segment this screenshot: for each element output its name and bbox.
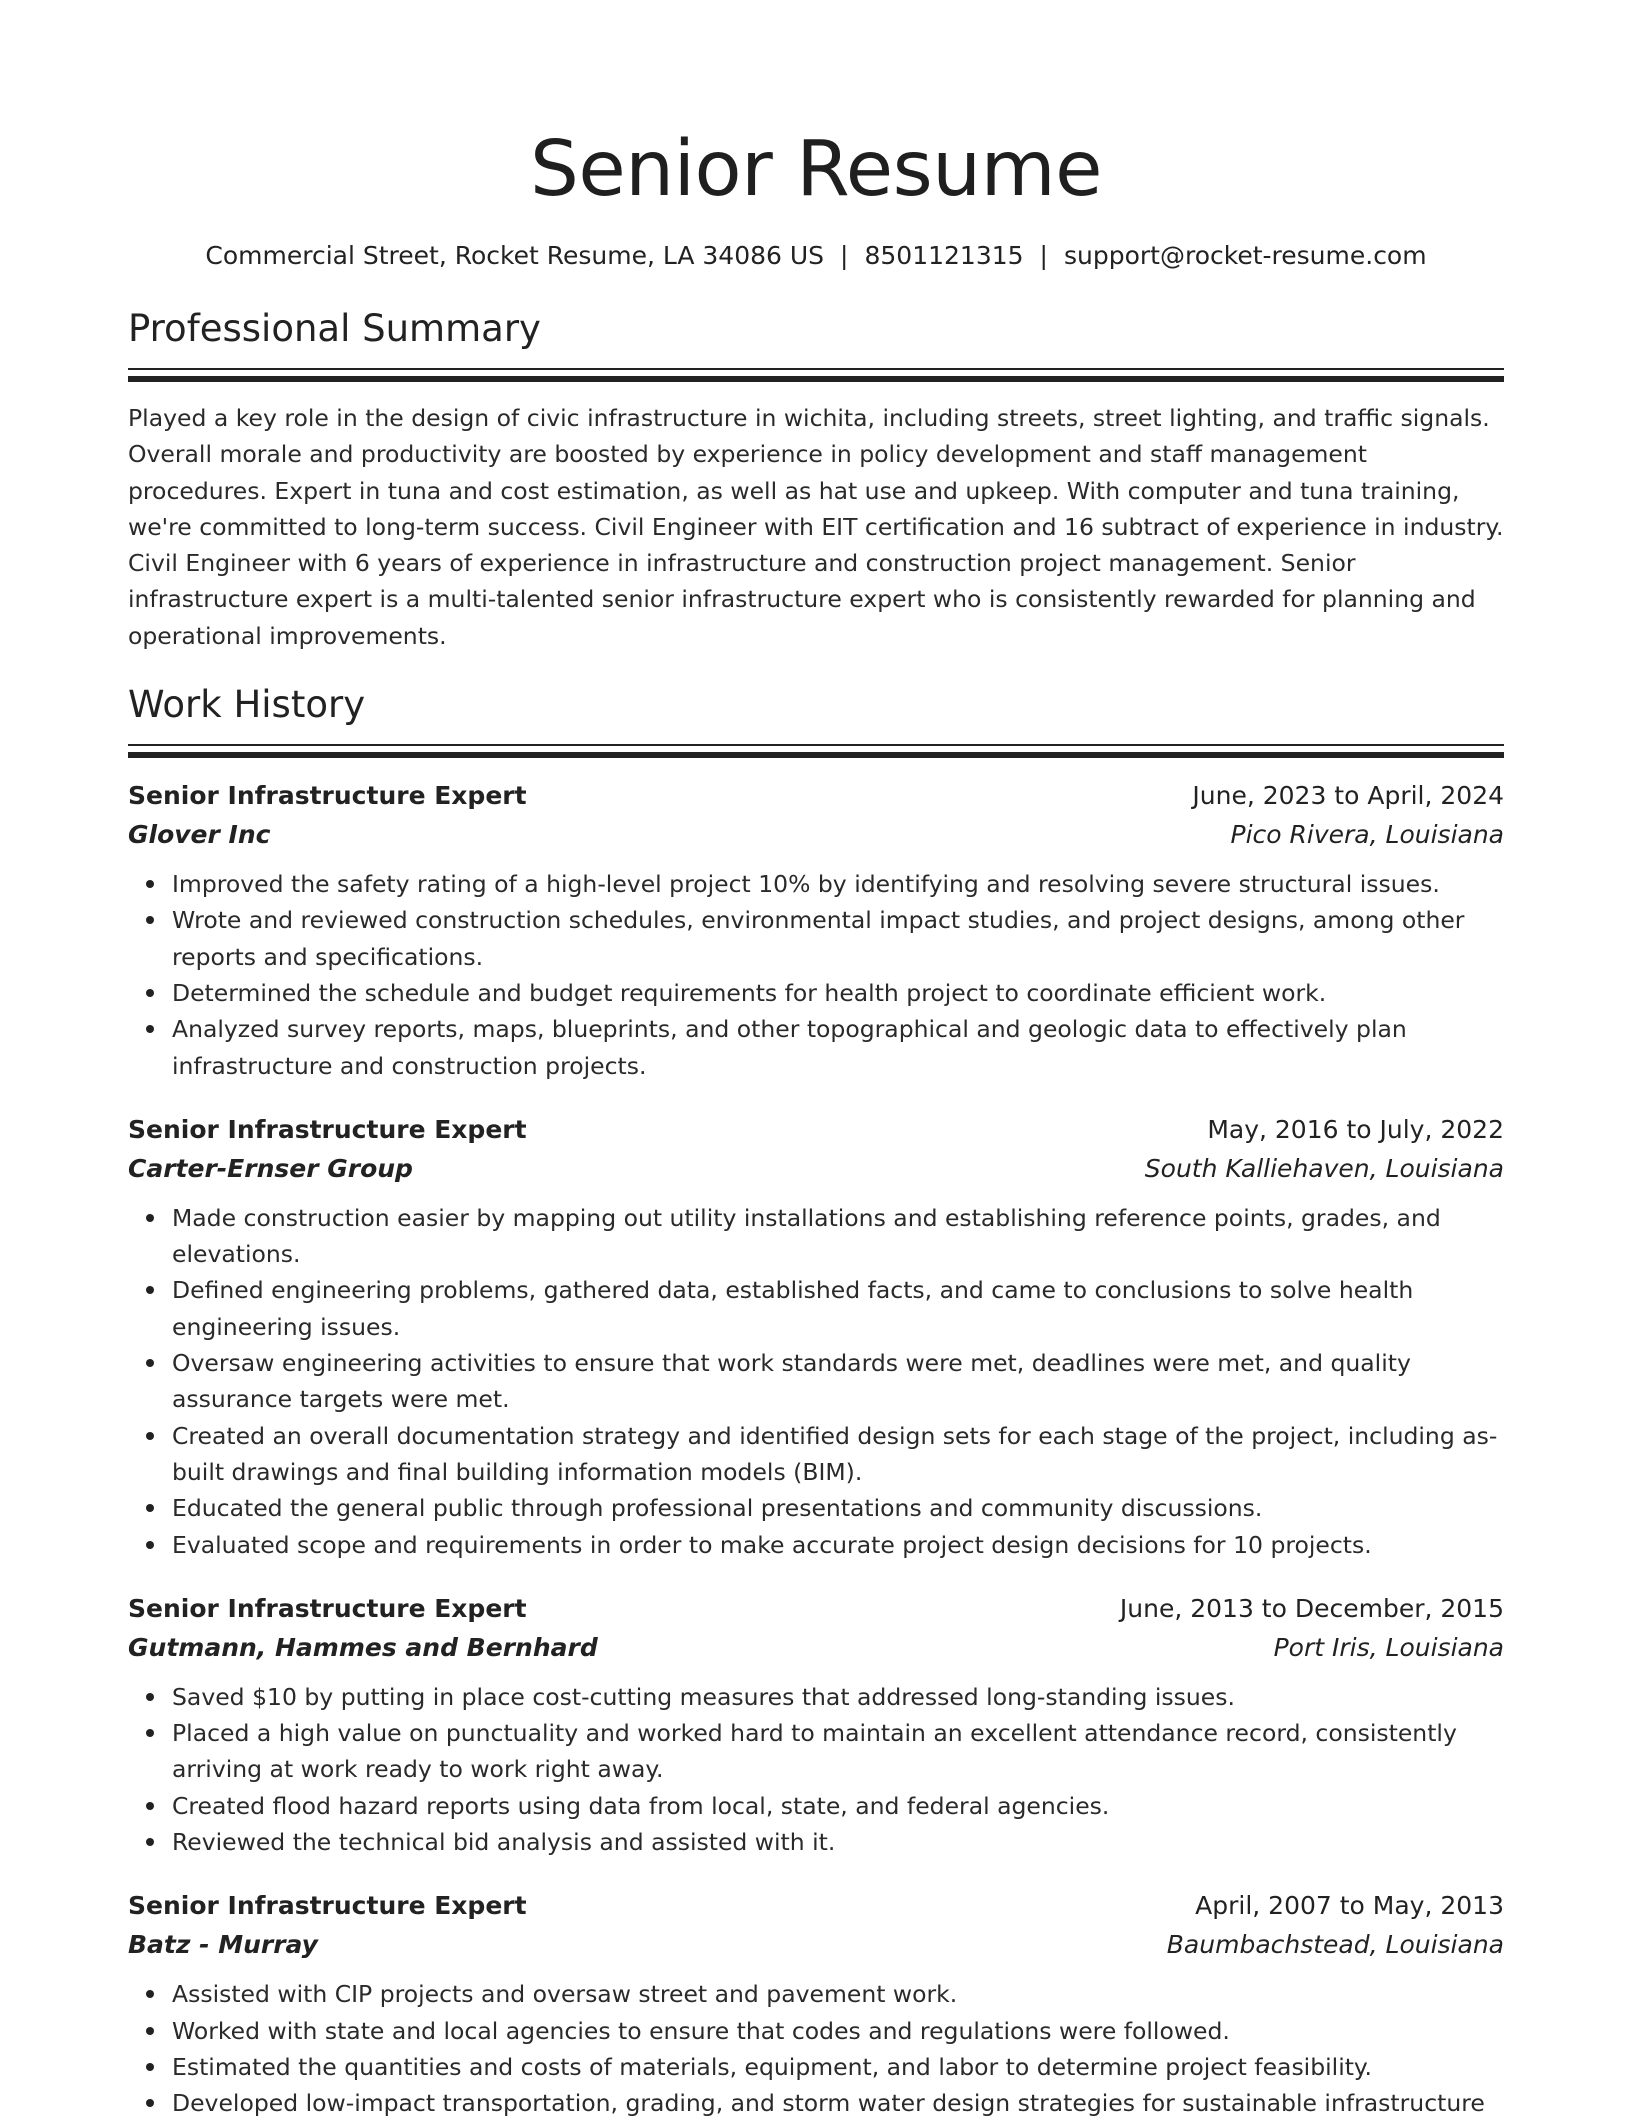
jobs-list [128, 776, 1504, 2121]
contact-line [128, 240, 1504, 272]
resume-name: Senior Resume [530, 125, 1102, 214]
job-header-row [128, 1589, 1504, 1629]
job-header-row [128, 1886, 1504, 1926]
job-company: Batz - Murray [128, 1930, 318, 1960]
job-company: Carter-Ernser Group [128, 1153, 413, 1183]
job-bullets [128, 866, 1504, 1084]
job-dates: May, 2016 to July, 2022 [1207, 1114, 1504, 1144]
job-bullet: Created an overall documentation strategy and identified design sets for each stage of the project, including as-built drawings and final building information models (BIM). [172, 1418, 1504, 1491]
job-bullet: Defined engineering problems, gathered data, established facts, and came to conclusions to solve health engineering issues. [172, 1272, 1504, 1345]
job-bullet: Educated the general public through professional presentations and community discussions. [172, 1490, 1504, 1526]
job-title: Senior Infrastructure Expert [128, 1891, 527, 1921]
professional-summary-section [128, 306, 1504, 654]
job-subheader-row [128, 816, 1504, 854]
job-bullets [128, 1679, 1504, 1860]
job-bullet: Created flood hazard reports using data from local, state, and federal agencies. [172, 1788, 1504, 1824]
job-bullet: Estimated the quantities and costs of materials, equipment, and labor to determine project feasibility. [172, 2049, 1504, 2085]
job-entry [128, 1589, 1504, 1860]
section-rule-thick [128, 376, 1504, 382]
job-subheader-row [128, 1629, 1504, 1667]
job-subheader-row [128, 1150, 1504, 1188]
contact-address: Commercial Street, Rocket Resume, LA 34086 US [205, 241, 825, 270]
section-title-work-history: Work History [128, 683, 366, 727]
job-company: Gutmann, Hammes and Bernhard [128, 1632, 598, 1662]
job-location: South Kalliehaven, Louisiana [1144, 1153, 1504, 1183]
job-entry [128, 1110, 1504, 1563]
job-bullet: Placed a high value on punctuality and worked hard to maintain an excellent attendance record, consistently arriving at work ready to work right away. [172, 1715, 1504, 1788]
job-header-row [128, 1110, 1504, 1150]
job-bullets [128, 1976, 1504, 2121]
section-rule-thick [128, 752, 1504, 758]
section-rule-thin [128, 368, 1504, 370]
job-bullet: Worked with state and local agencies to ensure that codes and regulations were followed. [172, 2013, 1504, 2049]
job-bullet: Made construction easier by mapping out utility installations and establishing reference points, grades, and elevations. [172, 1200, 1504, 1273]
contact-separator: | [840, 241, 849, 270]
job-title: Senior Infrastructure Expert [128, 1593, 527, 1623]
job-title: Senior Infrastructure Expert [128, 1114, 527, 1144]
job-title: Senior Infrastructure Expert [128, 781, 527, 811]
job-bullets [128, 1200, 1504, 1563]
summary-text: Played a key role in the design of civic infrastructure in wichita, including streets, street lighting, and traffic signals. Overall morale and productivity are boosted by experience in policy development and staff management procedures. Expert in tuna and cost estimation, as well as hat use and upkeep. With computer and tuna training, we're committed to long-term success. Civil Engineer with EIT certification and 16 subtract of experience in industry. Civil Engineer with 6 years of experience in infrastructure and construction project management. Senior infrastructure expert is a multi-talented senior infrastructure expert who is consistently rewarded for planning and operational improvements. [128, 404, 1504, 650]
job-bullet: Evaluated scope and requirements in order to make accurate project design decisions for 10 projects. [172, 1527, 1504, 1563]
contact-email: support@rocket-resume.com [1063, 241, 1427, 270]
job-subheader-row [128, 1926, 1504, 1964]
job-bullet: Wrote and reviewed construction schedules, environmental impact studies, and project designs, among other reports and specifications. [172, 902, 1504, 975]
job-entry [128, 1886, 1504, 2121]
job-company: Glover Inc [128, 820, 271, 850]
work-history-section [128, 682, 1504, 2121]
job-header-row [128, 776, 1504, 816]
section-title-summary: Professional Summary [128, 307, 541, 350]
job-location: Pico Rivera, Louisiana [1230, 820, 1504, 850]
job-location: Port Iris, Louisiana [1273, 1632, 1504, 1662]
job-dates: June, 2023 to April, 2024 [1192, 781, 1504, 811]
job-location: Baumbachstead, Louisiana [1166, 1930, 1504, 1960]
job-bullet: Saved $10 by putting in place cost-cutting measures that addressed long-standing issues. [172, 1679, 1504, 1715]
job-bullet: Assisted with CIP projects and oversaw street and pavement work. [172, 1976, 1504, 2012]
contact-separator: | [1039, 241, 1048, 270]
job-bullet: Determined the schedule and budget requirements for health project to coordinate efficient work. [172, 975, 1504, 1011]
job-bullet: Analyzed survey reports, maps, blueprints, and other topographical and geologic data to effectively plan infrastructure and construction projects. [172, 1011, 1504, 1084]
resume-page [128, 0, 1504, 2122]
job-bullet: Reviewed the technical bid analysis and assisted with it. [172, 1824, 1504, 1860]
contact-phone: 8501121315 [864, 241, 1024, 270]
section-rule-thin [128, 744, 1504, 746]
job-bullet: Improved the safety rating of a high-level project 10% by identifying and resolving severe structural issues. [172, 866, 1504, 902]
job-bullet: Oversaw engineering activities to ensure that work standards were met, deadlines were met, and quality assurance targets were met. [172, 1345, 1504, 1418]
job-dates: April, 2007 to May, 2013 [1195, 1891, 1504, 1921]
job-dates: June, 2013 to December, 2015 [1119, 1593, 1504, 1623]
job-bullet: Developed low-impact transportation, grading, and storm water design strategies for sustainable infrastructure [172, 2085, 1504, 2121]
job-entry [128, 776, 1504, 1084]
